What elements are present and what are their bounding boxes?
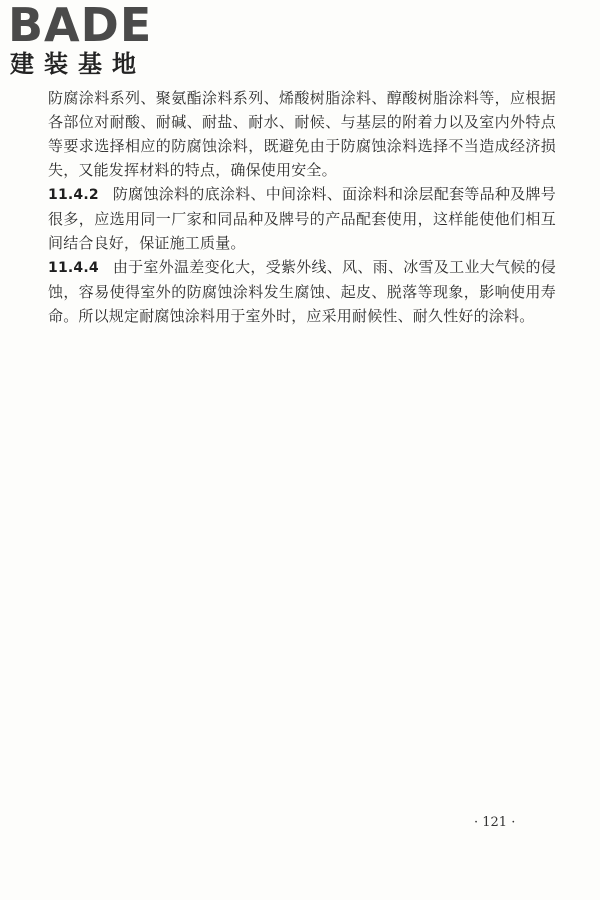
bade-logo (8, 0, 178, 84)
paragraph-text: 由于室外温差变化大，受紫外线、风、雨、冰雪及工业大气候的侵蚀，容易使得室外的防腐蚀涂料发生腐蚀、起皮、脱落等现象，影响使用寿命。所以规定耐腐蚀涂料用于室外时，应采用耐候性、耐久性好的涂料。 (48, 258, 556, 325)
body-text (48, 86, 556, 328)
section-number: 11.4.2 (48, 187, 99, 203)
paragraph-text: 防腐涂料系列、聚氨酯涂料系列、烯酸树脂涂料、醇酸树脂涂料等，应根据各部位对耐酸、耐碱、耐盐、耐水、耐候、与基层的附着力以及室内外特点等要求选择相应的防腐蚀涂料，既避免由于防腐蚀涂料选择不当造成经济损失，又能发挥材料的特点，确保使用安全。 (48, 89, 556, 179)
section-number: 11.4.4 (48, 260, 99, 276)
paragraph-11-4-4 (48, 255, 556, 328)
paragraph-text: 防腐蚀涂料的底涂料、中间涂料、面涂料和涂层配套等品种及牌号很多，应选用同一厂家和同品种及牌号的产品配套使用，这样能使他们相互间结合良好，保证施工质量。 (48, 185, 556, 252)
page-number: · 121 · (474, 815, 516, 830)
paragraph-1 (48, 86, 556, 182)
logo-chinese-name: 建装基地 (10, 50, 146, 78)
paragraph-11-4-2 (48, 182, 556, 255)
logo-wordmark: BADE (8, 0, 153, 52)
